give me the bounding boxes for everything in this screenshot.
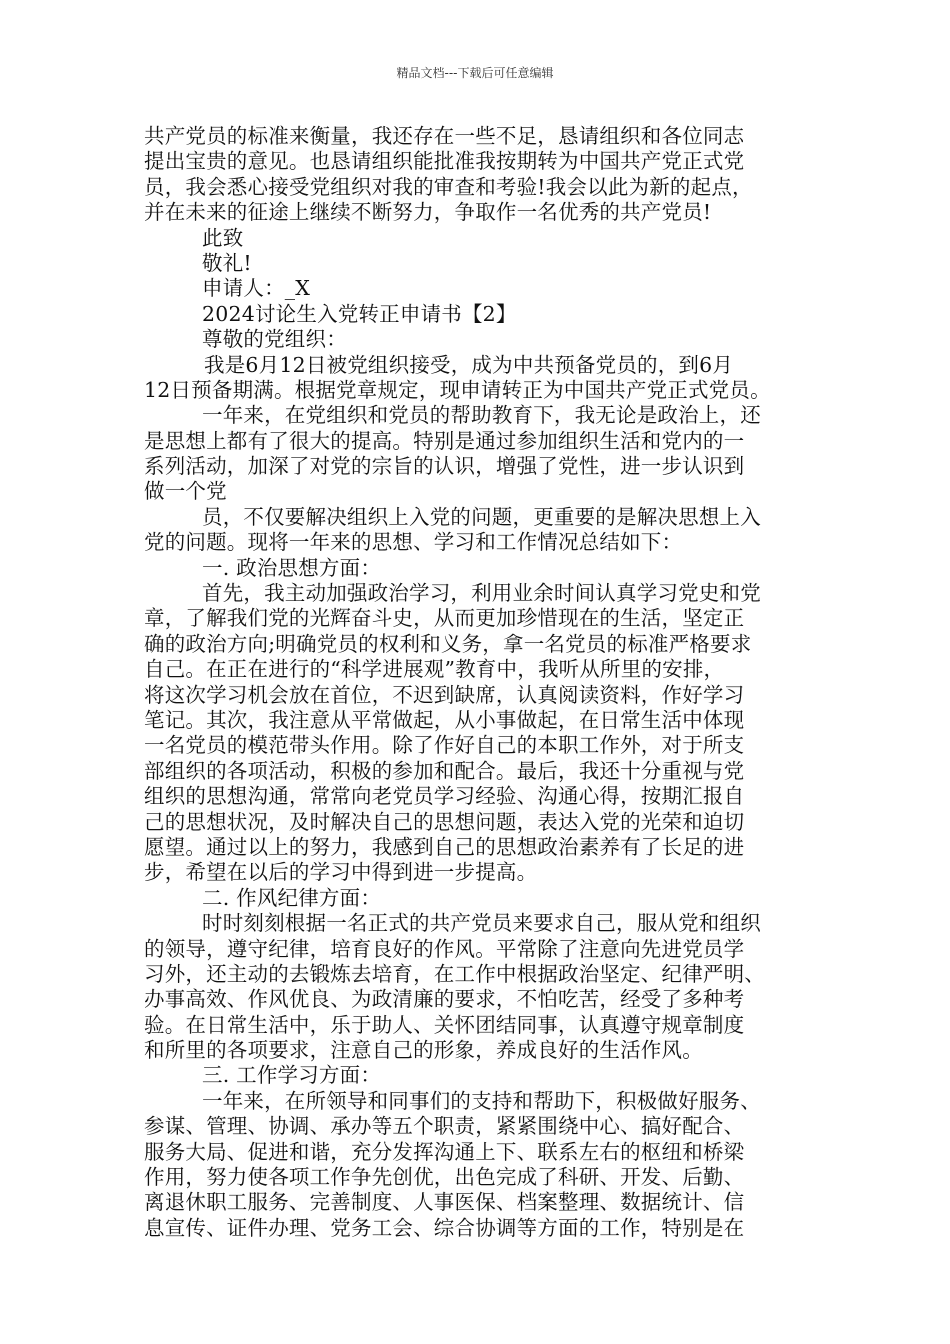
- text-line: 步，希望在以后的学习中得到进一步提高。: [144, 860, 538, 885]
- text-line: 作用，努力使各项工作争先创优，出色完成了科研、开发、后勤、: [144, 1165, 745, 1190]
- text-line: 自己。在正在进行的“科学进展观”教育中，我听从所里的安排，: [144, 657, 725, 682]
- text-line: 提出宝贵的意见。也恳请组织能批准我按期转为中国共产党正式党: [144, 149, 745, 174]
- text-line: 共产党员的标准来衡量，我还存在一些不足，恳请组织和各位同志: [144, 124, 745, 148]
- text-line: 章，了解我们党的光辉奋斗史，从而更加珍惜现在的生活，坚定正: [144, 606, 745, 631]
- text-line: 将这次学习机会放在首位，不迟到缺席，认真阅读资料，作好学习: [144, 682, 745, 707]
- text-line: 笔记。其次，我注意从平常做起，从小事做起，在日常生活中体现: [144, 707, 745, 732]
- text-line: 尊敬的党组织：: [202, 327, 347, 352]
- text-line: 二. 作风纪律方面：: [202, 885, 382, 910]
- text-line: 服务大局、促进和谐，充分发挥沟通上下、联系左右的枢纽和桥梁: [144, 1139, 745, 1164]
- text-line: 习外，还主动的去锻炼去培育，在工作中根据政治坚定、纪律严明、: [144, 961, 765, 986]
- text-line: 做一个党: [144, 479, 227, 504]
- text-line: 己的思想状况，及时解决自己的思想问题，表达入党的光荣和迫切: [144, 809, 745, 834]
- text-line: 组织的思想沟通，常常向老党员学习经验、沟通心得，按期汇报自: [144, 784, 745, 809]
- text-line: 参谋、管理、协调、承办等五个职责，紧紧围绕中心、搞好配合、: [144, 1114, 745, 1139]
- text-line: 愿望。通过以上的努力，我感到自己的思想政治素养有了长足的进: [144, 834, 745, 859]
- text-line: 一名党员的模范带头作用。除了作好自己的本职工作外，对于所支: [144, 733, 745, 758]
- text-line: 部组织的各项活动，积极的参加和配合。最后，我还十分重视与党: [144, 758, 745, 783]
- text-line: 党的问题。现将一年来的思想、学习和工作情况总结如下：: [144, 530, 683, 555]
- text-line: 系列活动，加深了对党的宗旨的认识，增强了党性，进一步认识到: [144, 454, 745, 479]
- text-line: 12日预备期满。根据党章规定，现申请转正为中国共产党正式党员。: [144, 377, 771, 402]
- text-line: 2024讨论生入党转正申请书【2】: [202, 301, 517, 326]
- text-line: 息宣传、证件办理、党务工会、综合协调等方面的工作，特别是在: [144, 1215, 745, 1240]
- text-line: 员，我会悉心接受党组织对我的审查和考验!我会以此为新的起点，: [144, 174, 753, 199]
- text-line: 一年来，在党组织和党员的帮助教育下，我无论是政治上，还: [202, 403, 761, 428]
- text-line: 确的政治方向;明确党员的权利和义务，拿一名党员的标准严格要求: [144, 631, 752, 656]
- text-line: 是思想上都有了很大的提高。特别是通过参加组织生活和党内的一: [144, 428, 745, 453]
- text-line: 时时刻刻根据一名正式的共产党员来要求自己，服从党和组织: [202, 911, 761, 936]
- text-line: 验。在日常生活中，乐于助人、关怀团结同事，认真遵守规章制度: [144, 1012, 745, 1037]
- text-line: 敬礼!: [202, 250, 252, 275]
- text-line: 首先，我主动加强政治学习，利用业余时间认真学习党史和党: [202, 581, 761, 606]
- text-line: 并在未来的征途上继续不断努力，争取作一名优秀的共产党员!: [144, 200, 712, 225]
- text-line: 离退休职工服务、完善制度、人事医保、档案整理、数据统计、信: [144, 1190, 745, 1215]
- text-line: 此致: [202, 225, 244, 250]
- text-line: 申请人：_X: [202, 276, 311, 301]
- page-header: 精品文档---下载后可任意编辑: [396, 66, 554, 80]
- text-line: 我是6月12日被党组织接受，成为中共预备党员的，到6月: [204, 352, 734, 377]
- text-line: 一年来，在所领导和同事们的支持和帮助下，积极做好服务、: [202, 1088, 761, 1113]
- text-line: 办事高效、作风优良、为政清廉的要求，不怕吃苦，经受了多种考: [144, 987, 745, 1012]
- text-line: 员，不仅要解决组织上入党的问题，更重要的是解决思想上入: [202, 504, 761, 529]
- text-line: 三. 工作学习方面：: [202, 1063, 382, 1088]
- text-line: 和所里的各项要求，注意自己的形象，养成良好的生活作风。: [144, 1038, 703, 1063]
- text-line: 的领导，遵守纪律，培育良好的作风。平常除了注意向先进党员学: [144, 936, 745, 961]
- text-line: 一. 政治思想方面：: [202, 555, 382, 580]
- document-body: [144, 124, 820, 1241]
